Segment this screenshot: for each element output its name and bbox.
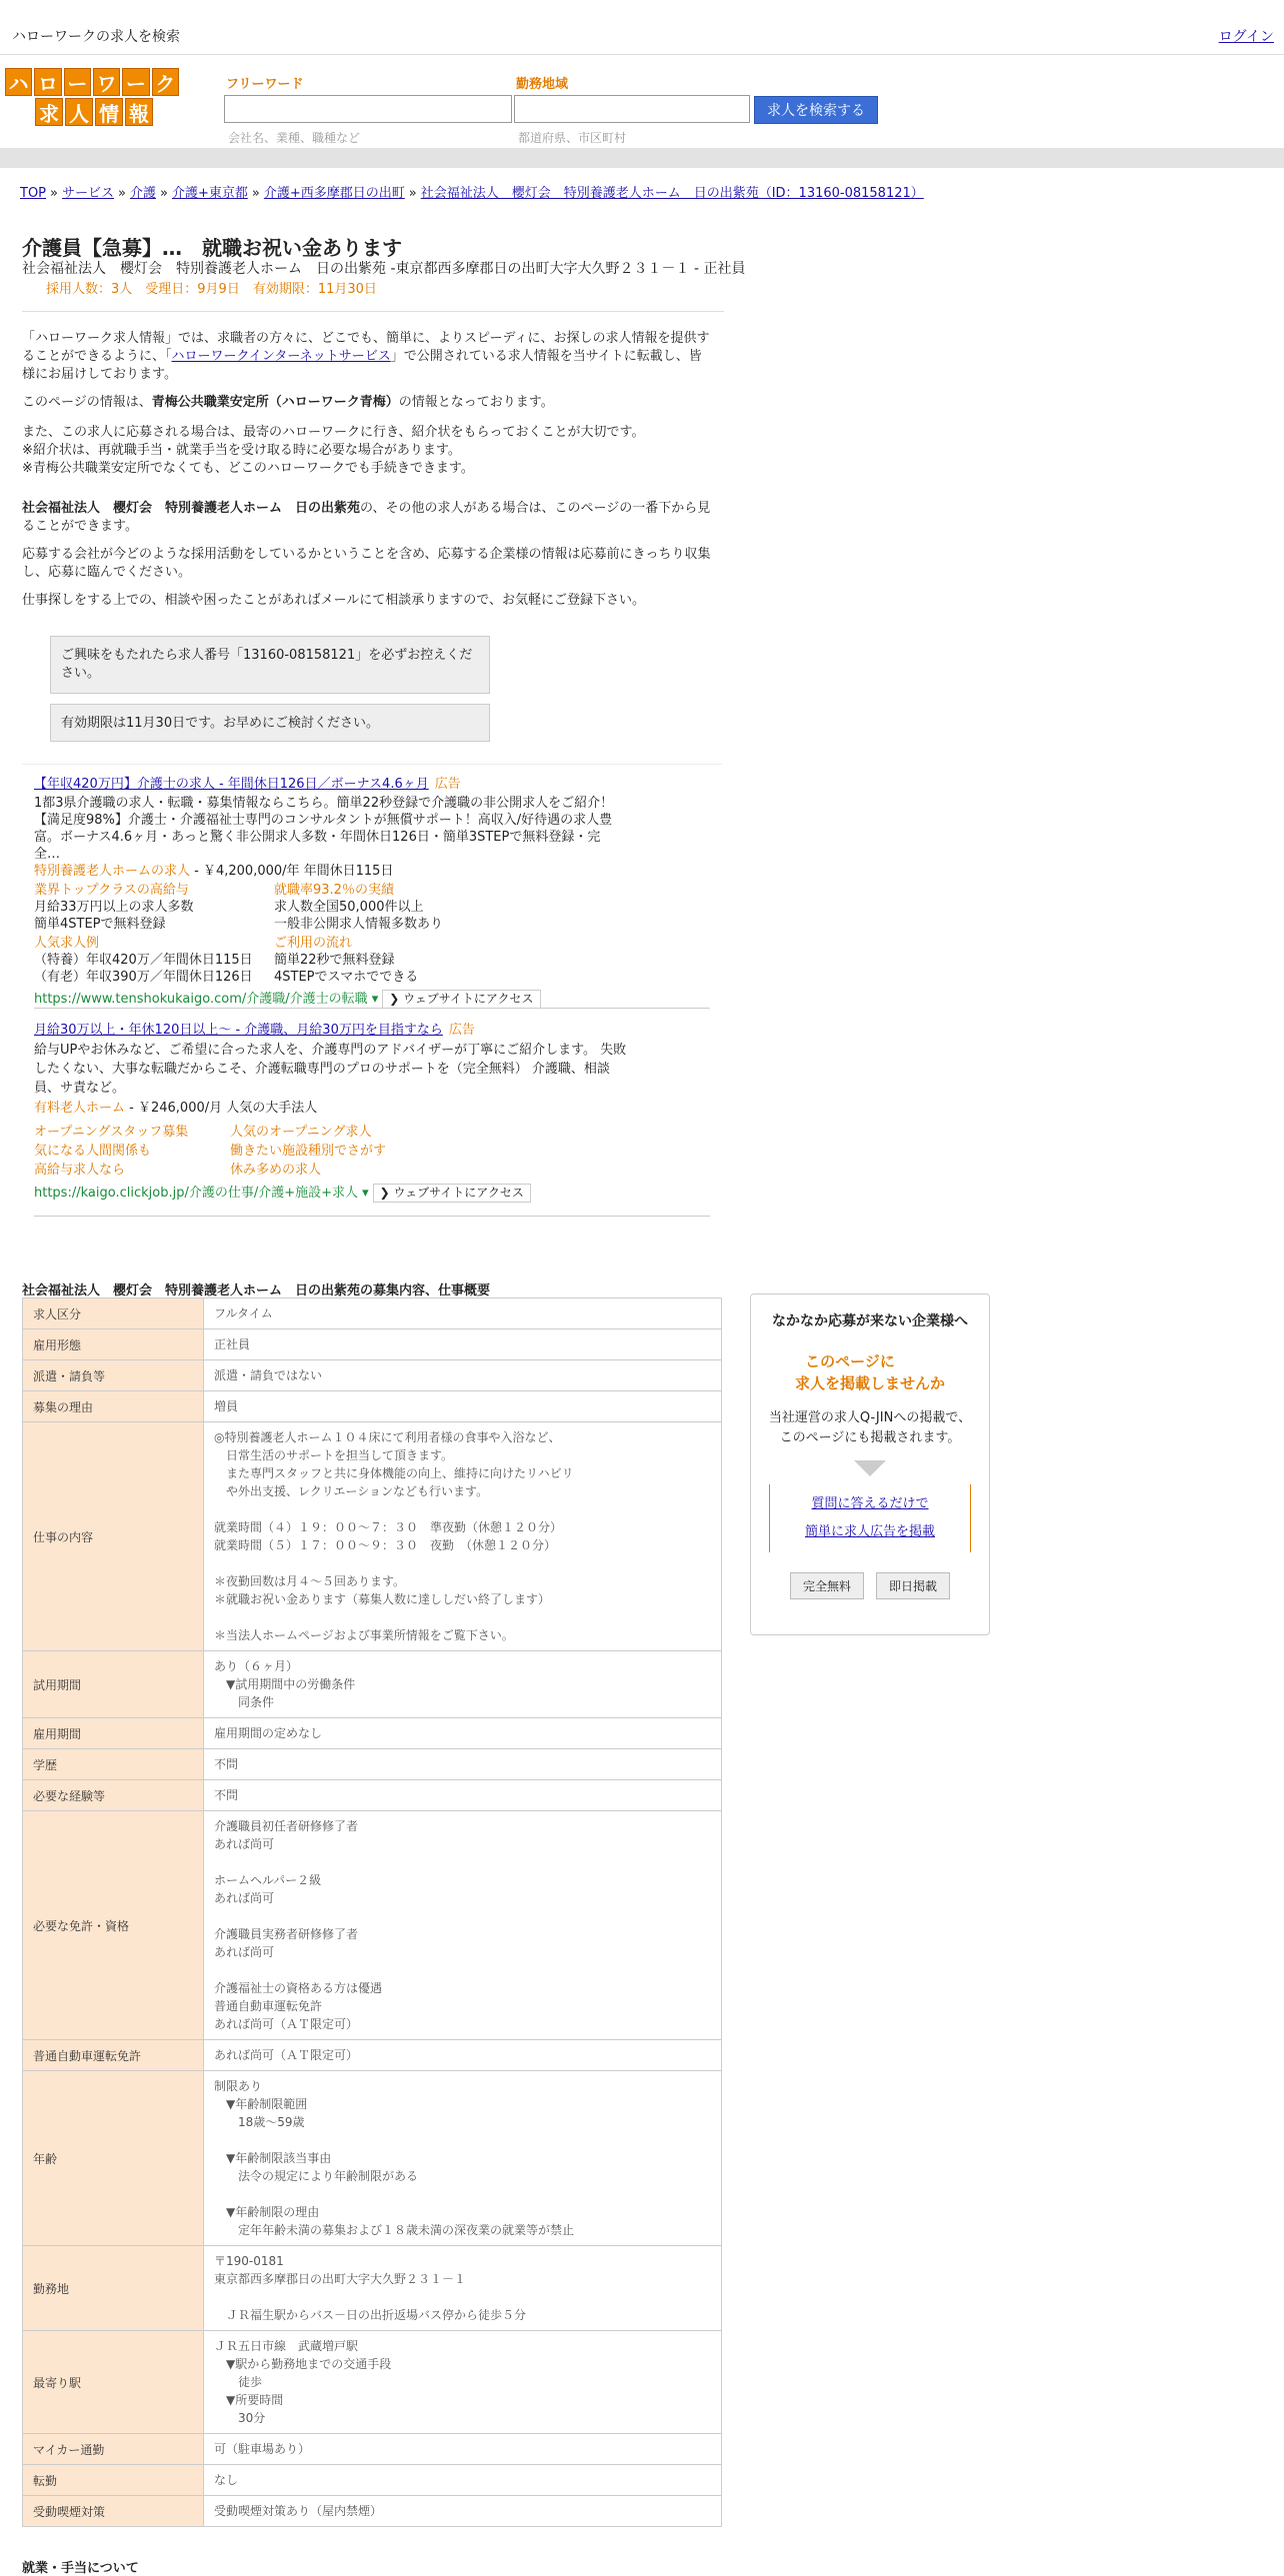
ad-sitelink-line: 簡単22秒で無料登録 — [274, 953, 395, 968]
chevron-right-icon: ❯ — [389, 992, 404, 1006]
ad-sitelink[interactable]: 働きたい施設種別でさがす — [230, 1144, 387, 1159]
table-row — [23, 2465, 722, 2496]
divider — [34, 1008, 710, 1009]
job-subtitle: 社会福祉法人 櫻灯会 特別養護老人ホーム 日の出紫苑 -東京都西多摩郡日の出町大字大久野２３１－１ - 正社員 — [22, 261, 746, 277]
row-value: 不問 — [204, 1749, 722, 1780]
row-value: あれば尚可（ＡＴ限定可） — [204, 2040, 722, 2071]
visit-site-button[interactable] — [382, 990, 540, 1009]
intro-text: このページの情報は、 — [22, 395, 152, 410]
divider — [34, 1216, 710, 1217]
office-name: 青梅公共職業安定所（ハローワーク青梅） — [151, 395, 399, 410]
ad-sitelink[interactable]: オープニングスタッフ募集 — [34, 1125, 189, 1140]
logo-char: ワ — [93, 68, 120, 96]
table-row — [23, 1811, 722, 2040]
ad-sitelink-title: 業界トップクラスの高給与 — [34, 883, 189, 898]
row-value: あり（６ヶ月） ▼試用期間中の労働条件 同条件 — [204, 1651, 722, 1718]
ad-title-row — [34, 776, 714, 793]
ad-url[interactable]: https://kaigo.clickjob.jp/介護の仕事/介護+施設+求人 — [34, 1186, 358, 1201]
row-value: 雇用期間の定めなし — [204, 1718, 722, 1749]
row-label: 雇用期間 — [23, 1718, 204, 1749]
ad-sitelink[interactable]: 高給与求人なら — [34, 1163, 126, 1178]
visit-site-button[interactable] — [373, 1184, 531, 1203]
breadcrumb-hinode[interactable]: 介護+西多摩郡日の出町 — [263, 186, 405, 201]
area-hint: 都道府県、市区町村 — [518, 131, 627, 145]
table-row — [23, 2246, 722, 2331]
row-value: 制限あり ▼年齢制限範囲 18歳～59歳 ▼年齢制限該当事由 法令の規定により年齢制限がある ▼年齢制限の理由 定年年齢未満の募集および１８歳未満の深夜業の就業等が禁止 — [204, 2071, 722, 2246]
ad-sitelink[interactable]: 人気のオープニング求人 — [230, 1125, 372, 1140]
promo-link-post-ad[interactable]: 簡単に求人広告を掲載 — [804, 1524, 935, 1539]
login-link[interactable]: ログイン — [1218, 29, 1274, 45]
promo-title: なかなか応募が来ない企業様へ — [772, 1313, 968, 1329]
notice-job-number: ご興味をもたれたら求人番号「13160-08158121」を必ずお控えください。 — [50, 636, 490, 694]
table-row — [23, 1780, 722, 1811]
ad-tag: 広告 — [448, 1023, 475, 1038]
row-value: なし — [204, 2465, 722, 2496]
company-name: 社会福祉法人 櫻灯会 特別養護老人ホーム 日の出紫苑 — [22, 501, 361, 516]
next-section-title: 就業・手当について — [22, 2561, 139, 2576]
row-label: 派遣・請負等 — [23, 1360, 204, 1391]
ad-block-2 — [34, 1022, 714, 1203]
row-value: 正社員 — [204, 1329, 722, 1360]
row-label: 募集の理由 — [23, 1391, 204, 1422]
keyword-input[interactable] — [224, 95, 512, 123]
table-row — [23, 1391, 722, 1422]
search-button[interactable]: 求人を検索する — [754, 96, 878, 124]
table-row — [23, 1298, 722, 1329]
row-label: 転勤 — [23, 2465, 204, 2496]
visit-site-label: ウェブサイトにアクセス — [393, 1186, 524, 1200]
row-label: 試用期間 — [23, 1651, 204, 1718]
ad-category-link[interactable]: 有料老人ホーム — [34, 1101, 126, 1116]
ad-description: 給与UPやお休みなど、ご希望に合った求人を、介護専門のアドバイザーが丁寧にご紹介します。 失敗したくない、大事な転職だからこそ、介護転職専門のプロのサポートを（完全無料） 介護職、相談員、サ責など。 — [34, 1043, 627, 1096]
table-row — [23, 2331, 722, 2434]
job-details-table — [22, 1297, 722, 2527]
row-value: ◎特別養護老人ホーム１０４床にて利用者様の食事や入浴など、 日常生活のサポートを担当して頂きます。 また専門スタッフと共に身体機能の向上、維持に向けたリハビリ や外出支援、レクリエーションなども行います。 就業時間（４）１９：００～７：３０ 準夜勤（休憩１２０分） 就業時間（５）１７：００～９：３０ 夜勤 （休憩１２０分） ＊夜勤回数は月４～５回あります。 ＊就職お祝い金あります（募集人数に達ししだい終了します） ＊当法人ホームページおよび事業所情報をご覧下さい。 — [204, 1422, 722, 1651]
keyword-label: フリーワード — [226, 77, 304, 92]
row-label: 求人区分 — [23, 1298, 204, 1329]
hellowork-internet-link[interactable]: ハローワークインターネットサービス — [171, 349, 391, 364]
logo-row-2 — [34, 97, 180, 127]
promo-headline-line: 求人を掲載しませんか — [794, 1374, 945, 1392]
ad-sitelinks — [34, 1123, 714, 1180]
ad-description: 1都3県介護職の求人・転職・募集情報ならこちら。簡単22秒登録で介護職の非公開求人をご紹介！【満足度98%】介護士・介護福祉士専門のコンサルタントが無償サポート！高収入/好待遇の求人豊富。ボーナス4.6ヶ月・あっと驚く非公開求人多数・年間休日126日・簡単3STEPで無料登録・完全… — [34, 796, 614, 862]
area-input[interactable] — [514, 95, 750, 123]
ad-salary: - ￥4,200,000/年 年間休日115日 — [190, 864, 394, 879]
row-label: 仕事の内容 — [23, 1422, 204, 1651]
intro-text: 」で公開されている求人情報を当サイトに転載し、皆様にお届けしております。 — [22, 349, 702, 382]
ad-title-row — [34, 1022, 714, 1039]
row-value: 受動喫煙対策あり（屋内禁煙） — [204, 2496, 722, 2527]
row-label: 受動喫煙対策 — [23, 2496, 204, 2527]
divider — [22, 311, 724, 312]
ad-line — [34, 1100, 714, 1117]
row-value: フルタイム — [204, 1298, 722, 1329]
visit-site-label: ウェブサイトにアクセス — [403, 992, 534, 1006]
table-row — [23, 1360, 722, 1391]
intro-text: 「ハローワーク求人情報」では、求職者の方々に、どこでも、簡単に、よりスピーディに、お探しの求人情報を提供することができるように、「 — [22, 331, 710, 364]
job-title: 介護員【急募】… 就職お祝い金あります — [22, 236, 402, 260]
promo-links — [769, 1484, 971, 1552]
ad-sitelink-title: ご利用の流れ — [274, 936, 353, 951]
details-section-title: 社会福祉法人 櫻灯会 特別養護老人ホーム 日の出紫苑の募集内容、仕事概要 — [22, 1284, 491, 1298]
ad-sitelink-line: 月給33万円以上の求人多数 — [34, 900, 194, 915]
logo-char: ハ — [5, 68, 32, 96]
ad-url-row — [34, 990, 714, 1009]
promo-buttons — [751, 1572, 989, 1599]
intro-paragraph-5: 応募する会社が今どのような採用活動をしているかということを含め、応募する企業様の情報は応募前にきっちり収集し、応募に臨んでください。 — [22, 547, 711, 580]
intro-paragraph-4 — [22, 500, 712, 536]
logo-char: 人 — [65, 98, 93, 126]
breadcrumb-sep: » — [251, 186, 260, 201]
ad-sitelink-col — [230, 1123, 470, 1180]
promo-headline — [751, 1350, 989, 1394]
row-value: ＪＲ五日市線 武蔵増戸駅 ▼駅から勤務地までの交通手段 徒歩 ▼所要時間 30分 — [204, 2331, 722, 2434]
ad-sitelink[interactable] — [274, 935, 514, 986]
intro-text: の、その他の求人がある場合は、このページの一番下から見ることができます。 — [22, 501, 711, 534]
table-row — [23, 2071, 722, 2246]
dropdown-icon[interactable]: ▾ — [358, 1186, 369, 1201]
job-meta: 採用人数：3人 受理日：9月9日 有効期限：11月30日 — [46, 282, 377, 297]
logo-char: 求 — [35, 98, 63, 126]
ad-sitelink-line: 簡単4STEPで無料登録 — [34, 917, 166, 932]
logo-char: ク — [152, 68, 179, 96]
table-row — [23, 1329, 722, 1360]
intro-paragraph-1 — [22, 330, 712, 384]
divider-bar — [0, 148, 1284, 168]
row-label: 勤務地 — [23, 2246, 204, 2331]
row-value: 〒190-0181 東京都西多摩郡日の出町大字大久野２３１－１ ＪＲ福生駅からバス－日の出折返場バス停から徒歩５分 — [204, 2246, 722, 2331]
ad-sitelink-line: （有老）年収390万／年間休日126日 — [34, 970, 253, 985]
area-label: 勤務地域 — [516, 77, 569, 92]
ad-sitelink[interactable]: 休み多めの求人 — [230, 1163, 322, 1178]
intro-paragraph-6: 仕事探しをする上での、相談や困ったことがあればメールにて相談承りますので、お気軽にご登録下さい。 — [22, 593, 645, 608]
row-label: 年齢 — [23, 2071, 204, 2246]
breadcrumb-service[interactable]: サービス — [61, 186, 114, 201]
table-row — [23, 2434, 722, 2465]
intro-paragraph-2 — [22, 394, 712, 412]
row-value: 派遣・請負ではない — [204, 1360, 722, 1391]
table-row — [23, 1651, 722, 1718]
ad-salary: - ￥246,000/月 人気の大手法人 — [125, 1101, 318, 1116]
site-title: ハローワークの求人を検索 — [12, 29, 180, 45]
ad-sitelink-col — [34, 1123, 230, 1180]
ad-sitelinks — [34, 882, 714, 933]
ad-tag: 広告 — [434, 777, 461, 792]
promo-description: 当社運営の求人Q-JINへの掲載で、このページにも掲載されます。 — [768, 1410, 972, 1445]
row-value: 可（駐車場あり） — [204, 2434, 722, 2465]
promo-link-questions[interactable]: 質問に答えるだけで — [811, 1496, 929, 1511]
divider — [22, 764, 722, 765]
row-label: マイカー通勤 — [23, 2434, 204, 2465]
ad-category-link[interactable]: 特別養護老人ホームの求人 — [34, 864, 191, 879]
logo-char: ロ — [34, 68, 61, 96]
intro-text: の情報となっております。 — [398, 395, 554, 410]
promo-headline-line: このページに — [805, 1352, 895, 1370]
logo-char: 報 — [125, 98, 153, 126]
employer-promo-box — [750, 1293, 990, 1635]
row-value: 不問 — [204, 1780, 722, 1811]
breadcrumb-tokyo[interactable]: 介護+東京都 — [171, 186, 248, 201]
table-row — [23, 2496, 722, 2527]
ad-sitelink-title: 就職率93.2％の実績 — [274, 883, 394, 898]
dropdown-icon[interactable]: ▾ — [367, 992, 379, 1007]
top-bar — [0, 0, 1284, 55]
row-label: 学歴 — [23, 1749, 204, 1780]
ad-url-row — [34, 1184, 714, 1203]
job-details-body — [23, 1298, 722, 2527]
intro-paragraph-3: また、この求人に応募される場合は、最寄のハローワークに行き、紹介状をもらっておくことが大切です。 ※紹介状は、再就職手当・就業手当を受け取る時に必要な場合があります。 ※青梅公共職業安定所でなくても、どこのハローワークでも手続きできます。 — [22, 425, 645, 476]
ad-block-1 — [34, 776, 714, 1009]
row-value: 増員 — [204, 1391, 722, 1422]
ad-sitelink[interactable] — [34, 935, 274, 986]
free-button[interactable]: 完全無料 — [790, 1572, 864, 1599]
ad-sitelink-line: （特養）年収420万／年間休日115日 — [34, 953, 253, 968]
ad-title-link[interactable]: 月給30万以上・年休120日以上～ - 介護職、月給30万円を目指すなら — [34, 1023, 443, 1038]
ad-sitelink-line: 4STEPでスマホでできる — [274, 970, 419, 985]
breadcrumb-care[interactable]: 介護 — [129, 186, 156, 201]
notice-expiry: 有効期限は11月30日です。お早めにご検討ください。 — [50, 704, 490, 742]
logo-char: 情 — [95, 98, 123, 126]
breadcrumb-top[interactable]: TOP — [20, 186, 47, 201]
ad-sitelink[interactable]: 気になる人間関係も — [34, 1144, 152, 1159]
keyword-hint: 会社名、業種、職種など — [228, 131, 361, 145]
ad-sitelink-line: 一般非公開求人情報多数あり — [274, 917, 444, 932]
ad-sitelink-title: 人気求人例 — [34, 936, 100, 951]
table-row — [23, 1718, 722, 1749]
logo-char: ー — [64, 68, 91, 96]
table-row — [23, 1422, 722, 1651]
table-row — [23, 2040, 722, 2071]
ad-line — [34, 863, 714, 880]
table-row — [23, 1749, 722, 1780]
row-label: 普通自動車運転免許 — [23, 2040, 204, 2071]
logo-char: ー — [122, 68, 149, 96]
ad-sitelink[interactable] — [274, 882, 514, 933]
ad-sitelink-line: 求人数全国50,000件以上 — [274, 900, 424, 915]
ad-sitelink[interactable] — [34, 882, 274, 933]
row-label: 雇用形態 — [23, 1329, 204, 1360]
hellowork-logo[interactable] — [4, 67, 180, 125]
same-day-button[interactable]: 即日掲載 — [876, 1572, 950, 1599]
arrow-down-icon — [854, 1460, 886, 1476]
ad-url[interactable]: https://www.tenshokukaigo.com/介護職/介護士の転職 — [34, 992, 368, 1007]
row-label: 必要な免許・資格 — [23, 1811, 204, 2040]
ad-sitelinks — [34, 935, 714, 986]
breadcrumb-sep: » — [118, 186, 126, 201]
row-label: 必要な経験等 — [23, 1780, 204, 1811]
ad-title-link[interactable]: 【年収420万円】介護士の求人 - 年間休日126日／ボーナス4.6ヶ月 — [34, 777, 429, 792]
row-value: 介護職員初任者研修修了者 あれば尚可 ホームヘルパー２級 あれば尚可 介護職員実務者研修修了者 あれば尚可 介護福祉士の資格ある方は優遇 普通自動車運転免許 あれば尚可（ＡＴ限定可） — [204, 1811, 722, 2040]
breadcrumb-sep: » — [408, 186, 417, 201]
breadcrumb-current[interactable]: 社会福祉法人 櫻灯会 特別養護老人ホーム 日の出紫苑（ID：13160-08158121） — [420, 186, 924, 201]
breadcrumb — [20, 182, 924, 201]
breadcrumb-sep: » — [50, 186, 58, 201]
chevron-right-icon: ❯ — [379, 1186, 394, 1200]
header — [0, 55, 1284, 147]
logo-row-1 — [4, 67, 180, 97]
breadcrumb-sep: » — [159, 186, 168, 201]
row-label: 最寄り駅 — [23, 2331, 204, 2434]
